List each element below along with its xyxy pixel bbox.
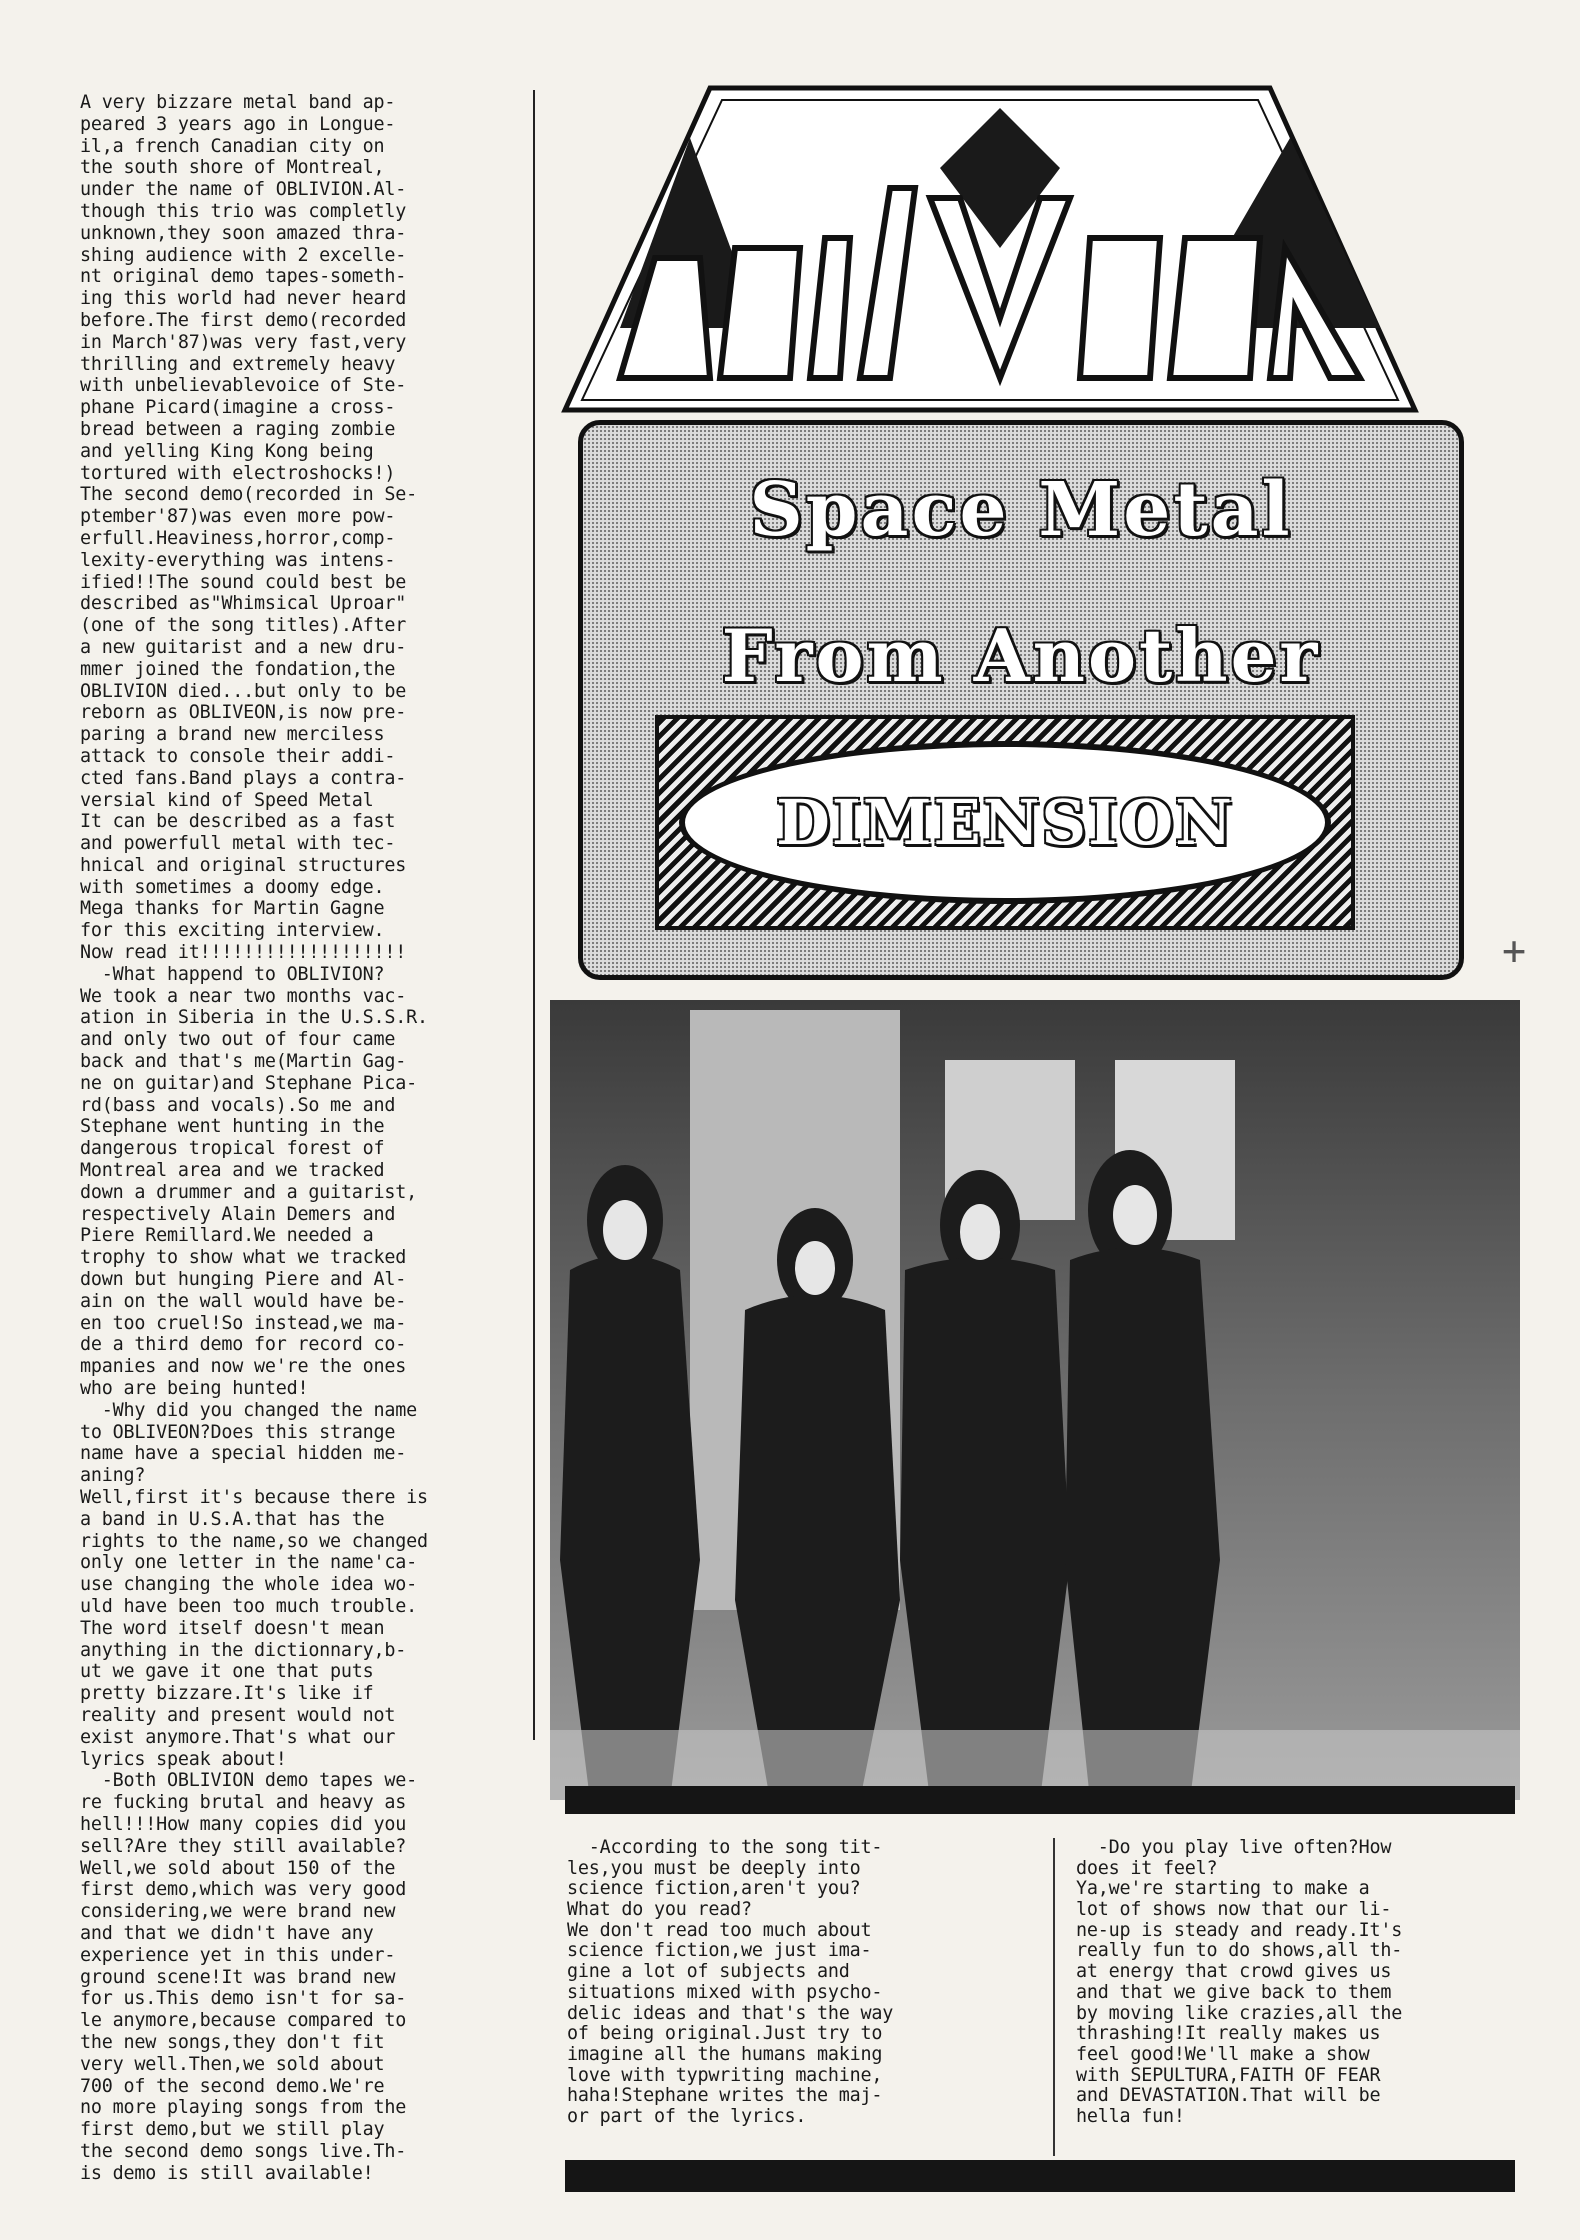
text-line: Well,we sold about 150 of the <box>80 1857 396 1879</box>
text-line: hella fun! <box>1076 2105 1185 2127</box>
text-line: science fiction,aren't you? <box>567 1878 861 1900</box>
bottom-column-divider <box>1053 1838 1055 2156</box>
text-line: only one letter in the name'ca- <box>80 1552 418 1574</box>
text-line: ain on the wall would have be- <box>80 1290 407 1312</box>
text-line: first demo,which was very good <box>80 1879 407 1901</box>
text-line: The second demo(recorded in Se- <box>80 484 418 506</box>
text-line: at energy that crowd gives us <box>1076 1961 1392 1983</box>
text-line: reborn as OBLIVEON,is now pre- <box>80 702 407 724</box>
text-line: What do you read? <box>567 1899 752 1921</box>
text-line: It can be described as a fast <box>80 811 396 833</box>
intro-and-interview-column <box>80 92 520 2185</box>
logo-graphic <box>560 78 1420 416</box>
text-line: A very bizzare metal band ap- <box>80 92 396 113</box>
text-line: We don't read too much about <box>567 1919 872 1941</box>
text-line: ne-up is steady and ready.It's <box>1076 1919 1403 1941</box>
text-line: is demo is still available! <box>80 2162 374 2184</box>
text-line: the south shore of Montreal, <box>80 157 385 179</box>
text-line: under the name of OBLIVION.Al- <box>80 179 407 201</box>
text-line: bread between a raging zombie <box>80 418 396 440</box>
separator-bar-bottom <box>565 2160 1515 2192</box>
text-line: -According to the song tit- <box>567 1837 883 1858</box>
text-line: does it feel? <box>1076 1857 1218 1879</box>
text-line: ptember'87)was even more pow- <box>80 506 396 528</box>
text-line: pretty bizzare.It's like if <box>80 1683 374 1705</box>
text-line: -What happend to OBLIVION? <box>80 963 385 985</box>
text-line: down but hunging Piere and Al- <box>80 1269 407 1291</box>
text-line: en too cruel!So instead,we ma- <box>80 1312 407 1334</box>
text-line: ground scene!It was brand new <box>80 1966 396 1988</box>
text-line: Well,first it's because there is <box>80 1487 428 1508</box>
text-line: ne on guitar)and Stephane Pica- <box>80 1072 418 1094</box>
text-line: science fiction,we just ima- <box>567 1940 872 1962</box>
text-line: before.The first demo(recorded <box>80 309 407 331</box>
text-line: rights to the name,so we changed <box>80 1530 428 1552</box>
text-line: peared 3 years ago in Longue- <box>80 113 396 135</box>
text-line: first demo,but we still play <box>80 2119 385 2141</box>
text-line: Now read it!!!!!!!!!!!!!!!!!!! <box>80 942 407 964</box>
dimension-oval <box>679 741 1331 904</box>
text-line: rd(bass and vocals).So me and <box>80 1094 396 1116</box>
text-line: hell!!!How many copies did you <box>80 1813 407 1835</box>
text-line: anything in the dictionnary,b- <box>80 1639 407 1661</box>
text-line: phane Picard(imagine a cross- <box>80 397 396 419</box>
text-line: ut we gave it one that puts <box>80 1661 374 1683</box>
separator-bar-top <box>565 1786 1515 1814</box>
text-line: who are being hunted! <box>80 1378 309 1400</box>
title-line-2: From Another <box>721 613 1321 698</box>
text-line: in March'87)was very fast,very <box>80 331 407 353</box>
text-line: described as"Whimsical Uproar" <box>80 593 407 615</box>
text-line: mpanies and now we're the ones <box>80 1356 407 1378</box>
text-line: to OBLIVEON?Does this strange <box>80 1421 396 1443</box>
text-line: down a drummer and a guitarist, <box>80 1181 418 1203</box>
text-line: thrilling and extremely heavy <box>80 353 396 375</box>
text-line: trophy to show what we tracked <box>80 1247 407 1269</box>
text-line: versial kind of Speed Metal <box>80 789 374 811</box>
text-line: Mega thanks for Martin Gagne <box>80 898 385 920</box>
text-line: no more playing songs from the <box>80 2097 407 2119</box>
text-line: delic ideas and that's the way <box>567 2002 894 2024</box>
text-line: -Both OBLIVION demo tapes we- <box>80 1770 418 1792</box>
text-line: haha!Stephane writes the maj- <box>567 2085 883 2107</box>
text-line: We took a near two months vac- <box>80 985 407 1007</box>
text-line: Piere Remillard.We needed a <box>80 1225 374 1247</box>
lyrics-question-column <box>567 1838 1007 2128</box>
text-line: ation in Siberia in the U.S.S.R. <box>80 1007 428 1029</box>
text-line: really fun to do shows,all th- <box>1076 1940 1403 1962</box>
column-divider <box>533 90 535 1740</box>
text-line: for this exciting interview. <box>80 920 385 942</box>
text-line: uld have been too much trouble. <box>80 1595 418 1617</box>
text-line: the second demo songs live.Th- <box>80 2140 407 2162</box>
text-line: reality and present would not <box>80 1704 396 1726</box>
text-line: of being original.Just try to <box>567 2023 883 2045</box>
text-line: though this trio was completly <box>80 200 407 222</box>
text-line: The word itself doesn't mean <box>80 1617 385 1639</box>
text-line: and that we didn't have any <box>80 1922 374 1944</box>
text-line: imagine all the humans making <box>567 2043 883 2065</box>
text-line: dangerous tropical forest of <box>80 1138 385 1160</box>
text-line: de a third demo for record co- <box>80 1334 407 1356</box>
text-line: situations mixed with psycho- <box>567 1981 883 2003</box>
text-line: and that we give back to them <box>1076 1981 1392 2003</box>
text-line: very well.Then,we sold about <box>80 2053 385 2075</box>
text-line: or part of the lyrics. <box>567 2105 807 2127</box>
registration-mark-icon: + <box>1502 928 1527 974</box>
text-line: with SEPULTURA,FAITH OF FEAR <box>1076 2064 1381 2086</box>
text-line: gine a lot of subjects and <box>567 1961 850 1983</box>
text-line: lexity-everything was intens- <box>80 549 396 571</box>
text-line: name have a special hidden me- <box>80 1443 407 1465</box>
text-line: love with typwriting machine, <box>567 2064 883 2086</box>
text-line: and yelling King Kong being <box>80 440 374 462</box>
text-line: tortured with electroshocks!) <box>80 462 396 484</box>
band-logo <box>560 78 1420 416</box>
text-line: and only two out of four came <box>80 1029 396 1051</box>
text-line: paring a brand new merciless <box>80 724 385 746</box>
text-line: the new songs,they don't fit <box>80 2031 385 2053</box>
text-line: attack to console their addi- <box>80 745 396 767</box>
text-line: shing audience with 2 excelle- <box>80 244 407 266</box>
text-line: feel good!We'll make a show <box>1076 2043 1370 2065</box>
text-line: (one of the song titles).After <box>80 615 407 637</box>
text-line: ified!!The sound could best be <box>80 571 407 593</box>
text-line: ing this world had never heard <box>80 288 407 310</box>
text-line: lot of shows now that our li- <box>1076 1899 1392 1921</box>
text-line: with sometimes a doomy edge. <box>80 876 385 898</box>
text-line: respectively Alain Demers and <box>80 1203 396 1225</box>
title-line-3: DIMENSION <box>776 786 1234 859</box>
text-line: mmer joined the fondation,the <box>80 658 396 680</box>
live-shows-question-column <box>1076 1838 1516 2128</box>
text-line: experience yet in this under- <box>80 1944 396 1966</box>
text-line: a band in U.S.A.that has the <box>80 1508 385 1530</box>
text-line: 700 of the second demo.We're <box>80 2075 385 2097</box>
text-line: -Why did you changed the name <box>80 1399 418 1421</box>
text-line: thrashing!It really makes us <box>1076 2023 1381 2045</box>
text-line: and powerfull metal with tec- <box>80 833 396 855</box>
title-panel <box>578 420 1464 980</box>
text-line: use changing the whole idea wo- <box>80 1574 418 1596</box>
text-line: Stephane went hunting in the <box>80 1116 385 1138</box>
text-line: exist anymore.That's what our <box>80 1726 396 1748</box>
text-line: erfull.Heaviness,horror,comp- <box>80 527 396 549</box>
text-line: sell?Are they still available? <box>80 1835 407 1857</box>
text-line: il,a french Canadian city on <box>80 135 385 157</box>
text-line: les,you must be deeply into <box>567 1857 861 1879</box>
band-photo-image <box>550 1000 1520 1800</box>
text-line: Montreal area and we tracked <box>80 1160 385 1182</box>
text-line: by moving like crazies,all the <box>1076 2002 1403 2024</box>
text-line: hnical and original structures <box>80 854 407 876</box>
band-photo <box>550 1000 1520 1800</box>
text-line: le anymore,because compared to <box>80 2010 407 2032</box>
text-line: for us.This demo isn't for sa- <box>80 1988 407 2010</box>
dimension-band <box>655 715 1355 930</box>
text-line: lyrics speak about! <box>80 1748 287 1770</box>
text-line: unknown,they soon amazed thra- <box>80 222 407 244</box>
text-line: cted fans.Band plays a contra- <box>80 767 407 789</box>
text-line: a new guitarist and a new dru- <box>80 636 407 658</box>
text-line: and DEVASTATION.That will be <box>1076 2085 1381 2107</box>
text-line: back and that's me(Martin Gag- <box>80 1051 407 1073</box>
text-line: considering,we were brand new <box>80 1901 396 1923</box>
title-line-1: Space Metal <box>749 467 1293 553</box>
text-line: with unbelievablevoice of Ste- <box>80 375 407 397</box>
text-line: re fucking brutal and heavy as <box>80 1792 407 1814</box>
text-line: -Do you play live often?How <box>1076 1837 1392 1858</box>
text-line: OBLIVION died...but only to be <box>80 680 407 702</box>
text-line: nt original demo tapes-someth- <box>80 266 407 288</box>
text-line: Ya,we're starting to make a <box>1076 1878 1370 1900</box>
text-line: aning? <box>80 1465 146 1487</box>
